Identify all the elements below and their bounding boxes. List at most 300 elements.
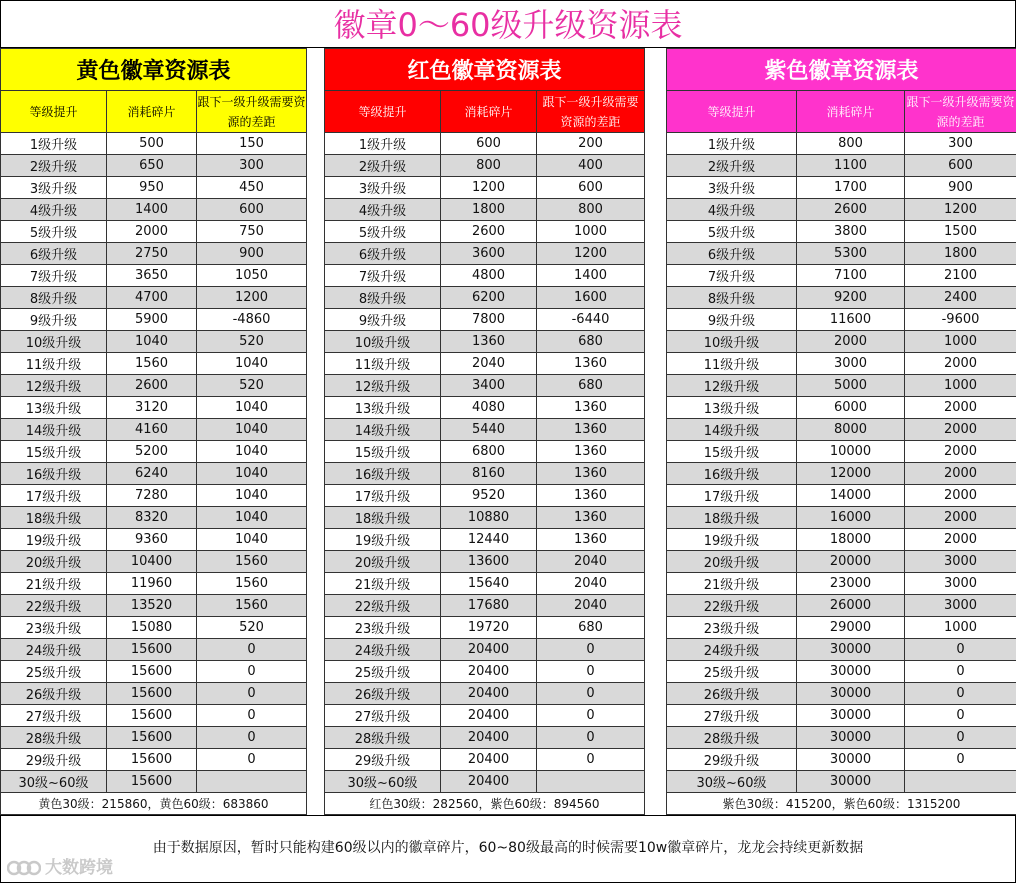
table-cell: 14级升级 (325, 419, 441, 441)
table-cell: 5000 (797, 375, 905, 397)
table-cell: 9级升级 (325, 309, 441, 331)
table-cell: 2000 (905, 353, 1016, 375)
table-cell: 9360 (107, 529, 197, 551)
table-cell: 30级~60级 (1, 771, 107, 793)
panel-title-row (325, 49, 645, 91)
table-row (325, 749, 645, 771)
footer (0, 815, 1016, 883)
table-cell (537, 771, 645, 793)
table-cell: 0 (537, 749, 645, 771)
table-cell: 8000 (797, 419, 905, 441)
table-row (667, 155, 1016, 177)
table-cell: 400 (537, 155, 645, 177)
table-row (325, 573, 645, 595)
table-cell: 2040 (537, 573, 645, 595)
table-cell: 1000 (905, 617, 1016, 639)
table-cell: 1040 (197, 441, 307, 463)
table-cell: 8级升级 (325, 287, 441, 309)
table-cell: 28级升级 (325, 727, 441, 749)
table-cell: 26级升级 (1, 683, 107, 705)
table-cell: 10000 (797, 441, 905, 463)
table-cell: 1360 (537, 441, 645, 463)
table-cell: 3级升级 (325, 177, 441, 199)
table-row (667, 551, 1016, 573)
table-cell: 12440 (441, 529, 537, 551)
table-row (667, 573, 1016, 595)
table-cell: 10880 (441, 507, 537, 529)
table-cell: 3800 (797, 221, 905, 243)
table-cell: 1级升级 (1, 133, 107, 155)
watermark (7, 853, 113, 878)
column-header: 等级提升 (325, 91, 441, 133)
table-cell: 0 (905, 661, 1016, 683)
table-cell: 2040 (537, 595, 645, 617)
table-cell: 16000 (797, 507, 905, 529)
table-cell: 30000 (797, 683, 905, 705)
table-cell: 650 (107, 155, 197, 177)
table-cell: 15600 (107, 705, 197, 727)
table-cell: 5440 (441, 419, 537, 441)
table-cell: 10400 (107, 551, 197, 573)
table-cell: 800 (537, 199, 645, 221)
table-cell: 8160 (441, 463, 537, 485)
table-cell: 26级升级 (325, 683, 441, 705)
table-cell: 9级升级 (667, 309, 797, 331)
table-row (667, 727, 1016, 749)
table-row (325, 243, 645, 265)
table-cell: -6440 (537, 309, 645, 331)
table-cell: 520 (197, 331, 307, 353)
table-row (325, 331, 645, 353)
table-row (1, 507, 307, 529)
table-cell: 15080 (107, 617, 197, 639)
table-cell: 0 (197, 683, 307, 705)
column-header: 跟下一级升级需要资源的差距 (905, 91, 1016, 133)
table-cell: 12级升级 (1, 375, 107, 397)
table-row (667, 331, 1016, 353)
table-row (667, 595, 1016, 617)
table-cell: -9600 (905, 309, 1016, 331)
table-cell: 150 (197, 133, 307, 155)
table-cell: 17级升级 (325, 485, 441, 507)
table-cell: 25级升级 (667, 661, 797, 683)
table-cell: 950 (107, 177, 197, 199)
table-cell: 2000 (905, 485, 1016, 507)
table-row (325, 375, 645, 397)
table-cell: 23级升级 (1, 617, 107, 639)
table-cell: 2400 (905, 287, 1016, 309)
table-row (1, 133, 307, 155)
table-cell: 29级升级 (667, 749, 797, 771)
table-cell: 1800 (441, 199, 537, 221)
table-cell: 26000 (797, 595, 905, 617)
table-row (1, 177, 307, 199)
table-row (667, 705, 1016, 727)
table-cell: 300 (905, 133, 1016, 155)
table-cell: 2600 (107, 375, 197, 397)
table-cell: 15600 (107, 771, 197, 793)
table-cell: 6级升级 (325, 243, 441, 265)
panel-title: 紫色徽章资源表 (667, 49, 1016, 91)
table-cell: 2750 (107, 243, 197, 265)
table-row (325, 353, 645, 375)
table-cell: 24级升级 (667, 639, 797, 661)
table-cell: 29级升级 (325, 749, 441, 771)
table-row (1, 639, 307, 661)
table-cell: 30000 (797, 705, 905, 727)
table-row (667, 683, 1016, 705)
table-row (1, 529, 307, 551)
table-row (667, 529, 1016, 551)
panel-title-row (1, 49, 307, 91)
table-cell: 0 (537, 727, 645, 749)
table-cell: 1360 (537, 529, 645, 551)
column-header: 跟下一级升级需要资源的差距 (197, 91, 307, 133)
table-cell: 1560 (197, 573, 307, 595)
table-cell: 20400 (441, 705, 537, 727)
table-cell: 0 (197, 705, 307, 727)
table-cell: 2000 (905, 419, 1016, 441)
table-cell: 600 (905, 155, 1016, 177)
table-cell: 6000 (797, 397, 905, 419)
table-cell: 14级升级 (1, 419, 107, 441)
table-cell: 600 (537, 177, 645, 199)
column-header-row (1, 91, 307, 133)
table-cell: 30000 (797, 727, 905, 749)
table-row (1, 551, 307, 573)
table-cell: 20级升级 (667, 551, 797, 573)
table-cell: 15级升级 (325, 441, 441, 463)
table-cell: 20400 (441, 639, 537, 661)
yellow-table (0, 48, 307, 815)
purple-table (666, 48, 1016, 815)
table-cell: 3级升级 (1, 177, 107, 199)
table-cell: 15级升级 (667, 441, 797, 463)
table-cell: 13级升级 (667, 397, 797, 419)
table-cell: 2000 (905, 397, 1016, 419)
table-row (667, 661, 1016, 683)
table-cell: 1360 (537, 397, 645, 419)
table-cell: 1800 (905, 243, 1016, 265)
table-row (1, 573, 307, 595)
table-cell: 0 (197, 639, 307, 661)
table-cell: 21级升级 (667, 573, 797, 595)
table-row (667, 771, 1016, 793)
table-cell: 18000 (797, 529, 905, 551)
table-row (1, 749, 307, 771)
table-cell: 26级升级 (667, 683, 797, 705)
table-cell: 900 (197, 243, 307, 265)
table-cell: 0 (197, 661, 307, 683)
table-row (667, 617, 1016, 639)
table-cell: 7级升级 (667, 265, 797, 287)
table-cell: 20000 (797, 551, 905, 573)
table-cell: 20400 (441, 683, 537, 705)
table-cell: 1200 (537, 243, 645, 265)
table-row (325, 155, 645, 177)
table-row (1, 309, 307, 331)
table-cell: 1560 (197, 595, 307, 617)
table-cell: 600 (441, 133, 537, 155)
table-cell: 500 (107, 133, 197, 155)
table-cell: 2040 (537, 551, 645, 573)
table-cell: 4级升级 (1, 199, 107, 221)
table-cell: 21级升级 (1, 573, 107, 595)
table-row (1, 265, 307, 287)
table-cell: 3650 (107, 265, 197, 287)
red-table (324, 48, 645, 815)
table-row (667, 309, 1016, 331)
table-cell: 0 (197, 727, 307, 749)
table-cell: 1600 (537, 287, 645, 309)
table-cell: 4700 (107, 287, 197, 309)
table-row (325, 419, 645, 441)
table-cell: 20级升级 (1, 551, 107, 573)
table-cell: 17680 (441, 595, 537, 617)
table-cell: 15600 (107, 727, 197, 749)
table-cell: 5级升级 (1, 221, 107, 243)
table-cell: 9520 (441, 485, 537, 507)
table-cell: 1050 (197, 265, 307, 287)
table-cell: 1100 (797, 155, 905, 177)
table-row (325, 617, 645, 639)
table-cell: 8级升级 (1, 287, 107, 309)
table-cell: 13520 (107, 595, 197, 617)
table-cell: 22级升级 (667, 595, 797, 617)
table-cell (197, 771, 307, 793)
table-cell: 0 (197, 749, 307, 771)
table-cell: 680 (537, 375, 645, 397)
table-cell: 680 (537, 617, 645, 639)
table-row (667, 243, 1016, 265)
column-header: 等级提升 (667, 91, 797, 133)
table-cell: 1560 (197, 551, 307, 573)
table-cell: 2000 (905, 441, 1016, 463)
table-row (1, 287, 307, 309)
table-row (1, 419, 307, 441)
table-row (1, 155, 307, 177)
table-cell: 30000 (797, 749, 905, 771)
total-row (667, 793, 1016, 815)
table-cell: 19级升级 (325, 529, 441, 551)
table-cell: 6800 (441, 441, 537, 463)
table-cell: 6级升级 (1, 243, 107, 265)
table-cell: 9级升级 (1, 309, 107, 331)
table-cell: 680 (537, 331, 645, 353)
table-row (325, 683, 645, 705)
table-cell: 15640 (441, 573, 537, 595)
table-cell: 4级升级 (325, 199, 441, 221)
table-cell: 30000 (797, 661, 905, 683)
table-row (667, 485, 1016, 507)
table-cell: 7800 (441, 309, 537, 331)
table-cell: 0 (905, 639, 1016, 661)
table-row (667, 353, 1016, 375)
table-row (667, 133, 1016, 155)
table-cell: 1040 (197, 485, 307, 507)
table-cell: 25级升级 (325, 661, 441, 683)
table-cell: 600 (197, 199, 307, 221)
table-cell: 1360 (537, 463, 645, 485)
table-cell: 2级升级 (325, 155, 441, 177)
table-cell: 20400 (441, 661, 537, 683)
logo-icon (7, 859, 41, 877)
table-cell: 4800 (441, 265, 537, 287)
table-cell: 14000 (797, 485, 905, 507)
table-row (667, 177, 1016, 199)
table-row (325, 133, 645, 155)
table-cell: 12级升级 (667, 375, 797, 397)
table-cell: 2000 (107, 221, 197, 243)
table-cell: 4080 (441, 397, 537, 419)
table-row (1, 243, 307, 265)
table-cell: 22级升级 (325, 595, 441, 617)
table-cell: 11级升级 (325, 353, 441, 375)
table-cell: 10级升级 (325, 331, 441, 353)
table-cell: 1040 (197, 529, 307, 551)
column-header-row (325, 91, 645, 133)
table-cell: 16级升级 (667, 463, 797, 485)
table-cell: 1000 (905, 375, 1016, 397)
table-cell: 520 (197, 617, 307, 639)
table-cell: 200 (537, 133, 645, 155)
table-cell: 1360 (537, 353, 645, 375)
table-cell: 1200 (441, 177, 537, 199)
table-row (667, 419, 1016, 441)
table-cell: 21级升级 (325, 573, 441, 595)
table-cell: 30级~60级 (325, 771, 441, 793)
table-cell: 30000 (797, 639, 905, 661)
table-cell: 11级升级 (667, 353, 797, 375)
table-cell: 2000 (905, 507, 1016, 529)
table-cell: 1040 (197, 353, 307, 375)
table-cell: 0 (905, 683, 1016, 705)
table-cell: 13级升级 (1, 397, 107, 419)
table-cell: 3000 (905, 595, 1016, 617)
table-row (1, 397, 307, 419)
table-cell: 1500 (905, 221, 1016, 243)
table-cell: 9200 (797, 287, 905, 309)
table-row (667, 265, 1016, 287)
table-cell: 6240 (107, 463, 197, 485)
table-row (325, 529, 645, 551)
watermark-text: 大数跨境 (45, 858, 113, 878)
table-cell: 2000 (905, 463, 1016, 485)
table-row (325, 639, 645, 661)
table-cell: 5200 (107, 441, 197, 463)
table-cell: 11960 (107, 573, 197, 595)
table-cell: 17级升级 (1, 485, 107, 507)
column-header: 消耗碎片 (441, 91, 537, 133)
table-row (325, 771, 645, 793)
table-row (1, 199, 307, 221)
table-row (1, 441, 307, 463)
table-cell: 23000 (797, 573, 905, 595)
table-row (325, 199, 645, 221)
table-cell: 1040 (197, 397, 307, 419)
table-cell: 1000 (905, 331, 1016, 353)
table-cell: 18级升级 (1, 507, 107, 529)
table-cell: 20400 (441, 727, 537, 749)
table-cell: 2600 (797, 199, 905, 221)
table-row (1, 221, 307, 243)
table-cell: 1400 (537, 265, 645, 287)
table-row (1, 705, 307, 727)
table-cell: 2000 (797, 331, 905, 353)
table-cell: 12000 (797, 463, 905, 485)
table-cell: 0 (537, 683, 645, 705)
table-cell (905, 771, 1016, 793)
table-cell: 1000 (537, 221, 645, 243)
table-cell: 17级升级 (667, 485, 797, 507)
table-row (325, 397, 645, 419)
total-row (1, 793, 307, 815)
table-cell: 1360 (537, 419, 645, 441)
table-cell: 7级升级 (1, 265, 107, 287)
table-cell: 800 (797, 133, 905, 155)
table-cell: 8320 (107, 507, 197, 529)
table-cell: 2100 (905, 265, 1016, 287)
table-row (325, 463, 645, 485)
table-cell: 1360 (537, 485, 645, 507)
table-cell: 30级~60级 (667, 771, 797, 793)
table-row (325, 485, 645, 507)
table-row (325, 705, 645, 727)
table-cell: 30000 (797, 771, 905, 793)
column-header: 消耗碎片 (797, 91, 905, 133)
table-cell: 12级升级 (325, 375, 441, 397)
table-row (1, 617, 307, 639)
table-cell: 450 (197, 177, 307, 199)
table-row (325, 661, 645, 683)
total-summary: 红色30级：282560，紫色60级：894560 (325, 793, 645, 815)
table-cell: 18级升级 (667, 507, 797, 529)
table-cell: 1360 (441, 331, 537, 353)
table-row (667, 199, 1016, 221)
table-cell: 24级升级 (325, 639, 441, 661)
table-cell: 20400 (441, 749, 537, 771)
table-cell: 5300 (797, 243, 905, 265)
table-cell: 3400 (441, 375, 537, 397)
table-row (1, 485, 307, 507)
table-cell: 1040 (197, 507, 307, 529)
table-cell: 1200 (197, 287, 307, 309)
table-cell: 13级升级 (325, 397, 441, 419)
table-cell: 300 (197, 155, 307, 177)
table-cell: 20400 (441, 771, 537, 793)
panel-title: 红色徽章资源表 (325, 49, 645, 91)
table-cell: 1360 (537, 507, 645, 529)
table-row (667, 287, 1016, 309)
table-cell: 0 (905, 705, 1016, 727)
table-cell: 4160 (107, 419, 197, 441)
panel-title: 黄色徽章资源表 (1, 49, 307, 91)
table-cell: 15600 (107, 661, 197, 683)
table-cell: 5900 (107, 309, 197, 331)
table-cell: 16级升级 (325, 463, 441, 485)
table-row (667, 507, 1016, 529)
table-cell: 1级升级 (667, 133, 797, 155)
table-row (1, 683, 307, 705)
table-cell: 3000 (905, 573, 1016, 595)
table-cell: 7级升级 (325, 265, 441, 287)
table-cell: 800 (441, 155, 537, 177)
table-cell: 750 (197, 221, 307, 243)
table-cell: 0 (905, 749, 1016, 771)
table-cell: 7280 (107, 485, 197, 507)
table-row (1, 661, 307, 683)
panel-title-row (667, 49, 1016, 91)
